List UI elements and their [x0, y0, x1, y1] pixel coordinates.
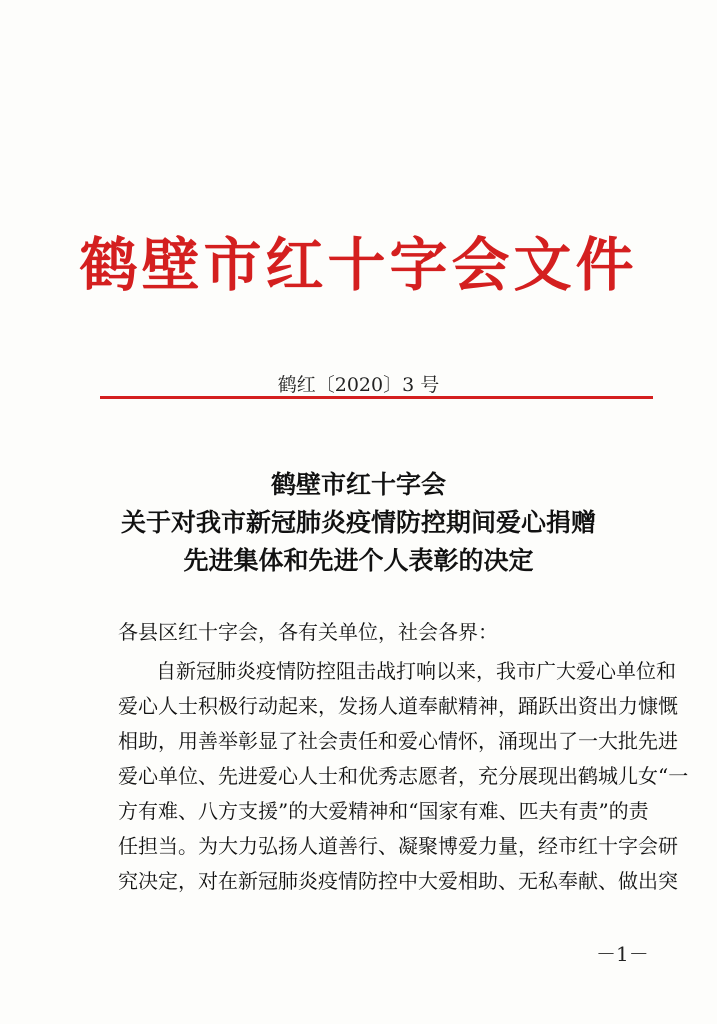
- body-line: 方有难、八方支援”的大爱精神和“国家有难、匹夫有责”的责: [118, 799, 649, 823]
- body-line: 究决定，对在新冠肺炎疫情防控中大爱相助、无私奉献、做出突: [118, 869, 678, 893]
- body-paragraph: [118, 654, 689, 899]
- body-line: 任担当。为大力弘扬人道善行、凝聚博爱力量，经市红十字会研: [118, 834, 678, 858]
- document-title-line-2: 关于对我市新冠肺炎疫情防控期间爱心捐赠: [120, 508, 596, 537]
- header-red-divider: [100, 396, 653, 399]
- body-line: 自新冠肺炎疫情防控阻击战打响以来，我市广大爱心单位和: [156, 659, 676, 683]
- body-line: 相助，用善举彰显了社会责任和爱心情怀，涌现出了一大批先进: [118, 729, 678, 753]
- body-line: 爱心单位、先进爱心人士和优秀志愿者，充分展现出鹤城儿女“一: [118, 764, 689, 788]
- document-header-title: 鹤壁市红十字会文件: [79, 231, 638, 299]
- page-number: －1－: [596, 942, 649, 966]
- document-title-line-3: 先进集体和先进个人表彰的决定: [183, 546, 534, 575]
- document-title-line-1: 鹤壁市红十字会: [270, 470, 446, 499]
- body-line: 爱心人士积极行动起来，发扬人道奉献精神，踊跃出资出力慷慨: [118, 694, 678, 718]
- document-title: [0, 466, 717, 580]
- salutation: 各县区红十字会，各有关单位，社会各界：: [118, 620, 498, 644]
- document-number: 鹤红〔2020〕3 号: [277, 374, 440, 396]
